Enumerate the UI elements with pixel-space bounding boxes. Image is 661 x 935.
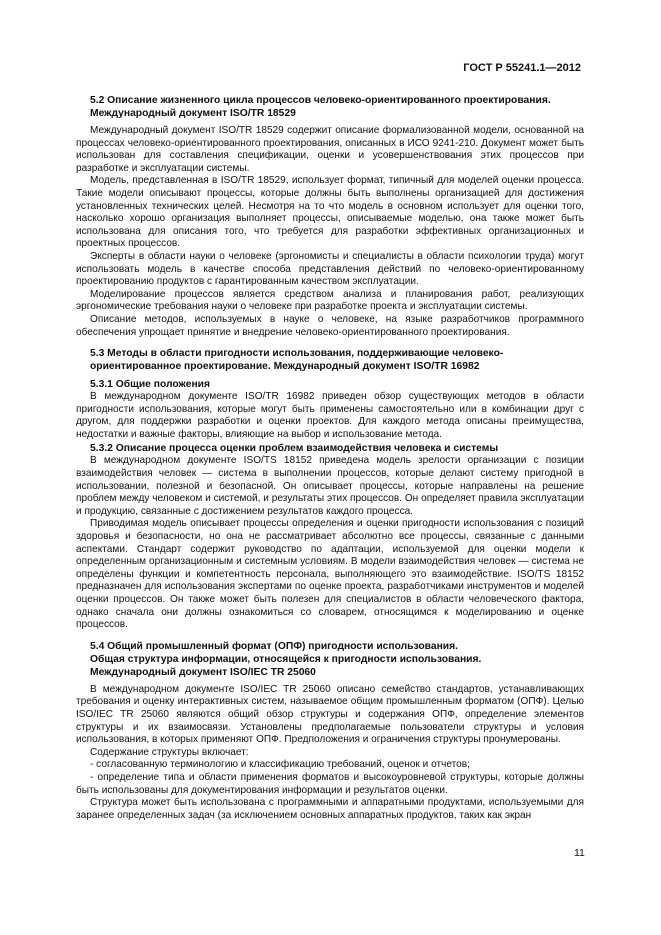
paragraph: Приводимая модель описывает процессы определения и оценки пригодности использования с позиций здоровья и безопасности, но она не рассматривает абсолютно все процессы, связанные с данными аспектами. Стандарт содержит руководство по адаптации, используемой для оценки модели к определенным организационным и системным условиям. В модели взаимодействия человек — система не определены функции и компетентность персонала, выполняющего это взаимодействие. ISO/TS 18152 предназначен для использования экспертами по оценке проекта, разработчиками инструментов и моделей оценки процессов. Он также может быть полезен для специалистов в области человеческого фактора, однако сначала они должны ознакомиться со словарем, относящимся к моделированию и оценке процессов. bbox=[76, 518, 584, 631]
paragraph: Моделирование процессов является средством анализа и планирования работ, реализующих эргономические требования науки о человеке при разработке проекта и эксплуатации системы. bbox=[76, 288, 584, 313]
section-5-4-heading bbox=[76, 640, 584, 679]
paragraph: Описание методов, используемых в науке о человеке, на языке разработчиков программного обеспечения упрощает принятие и внедрение человеко-ориентированного проектирования. bbox=[76, 313, 584, 338]
list-item: - определение типа и области применения форматов и высокоуровневой структуры, которые должны быть использованы для документирования информации и результатов оценки. bbox=[76, 771, 584, 796]
list-item: - согласованную терминологию и классификацию требований, оценок и отчетов; bbox=[90, 759, 470, 771]
paragraph: Содержание структуры включает: bbox=[90, 746, 249, 758]
section-5-3-2-heading: 5.3.2 Описание процесса оценки проблем взаимодействия человека и системы bbox=[90, 443, 499, 455]
paragraph: В международном документе ISO/IEC TR 25060 описано семейство стандартов, устанавливающих требования и оценку интерактивных систем, называемое общим промышленным форматом (ОПФ). Целью ISO/IEC TR 25060 являются общий обзор структуры и содержания ОПФ, определение элементов структуры и их взаимосвязи. Установлены предполагаемые пользователи структуры и условия использования, в которых применяют ОПФ. Предположения и ограничения структуры пронумерованы. bbox=[76, 683, 584, 746]
section-5-4-heading-line: 5.4 Общий промышленный формат (ОПФ) пригодности использования. bbox=[90, 640, 458, 652]
section-5-2-heading: 5.2 Описание жизненного цикла процессов человеко-ориентированного проектирования. Международный документ ISO/TR 18529 bbox=[90, 95, 551, 119]
paragraph: Модель, представленная в ISO/TR 18529, использует формат, типичный для моделей оценки процесса. Такие модели описывают процессы, которые должны быть выполнены организацией для достижения установленных технических целей. Несмотря на то что модель в основном использует для оценки того, насколько хорошо организация выполняет процессы, описываемые моделью, она также может быть использована для описания того, что требуется для разработки эффективных организационных и проектных процессов. bbox=[76, 175, 584, 250]
section-5-4-heading-line: Международный документ ISO/IEC TR 25060 bbox=[90, 666, 316, 678]
document-header: ГОСТ Р 55241.1—2012 bbox=[463, 62, 581, 74]
section-5-3-1-heading: 5.3.1 Общие положения bbox=[90, 379, 210, 391]
section-5-3-heading: 5.3 Методы в области пригодности использования, поддерживающие человеко-ориентированное проектирование. Международный документ ISO/TR 16982 bbox=[90, 348, 504, 373]
paragraph: Эксперты в области науки о человеке (эргономисты и специалисты в области психологии труда) могут использовать модель в качестве способа представления действий по человеко-ориентированному проектированию продуктов с гарантированным качеством эксплуатации. bbox=[76, 250, 584, 288]
paragraph: В международном документе ISO/TR 16982 приведен обзор существующих методов в области пригодности использования, которые могут быть применены самостоятельно или в комбинации друг с другом, для поддержки разработки и оценки проектов. Для каждого метода описаны преимущества, недостатки и важные факторы, влияющие на выбор и использование метода. bbox=[76, 391, 584, 440]
section-5-4-heading-line: Общая структура информации, относящейся к пригодности использования. bbox=[90, 653, 482, 665]
paragraph: В международном документе ISO/TS 18152 приведена модель зрелости организации с позиции взаимодействия человек — система в выполнении процессов, которые делают систему пригодной в использовании, полезной и безопасной. Он описывает процессы, которые направлены на решение проблем между человеком и системой, и результаты этих процессов. Он определяет правила эксплуатации и продукцию, связанные с достижением результатов каждого процесса. bbox=[76, 455, 584, 517]
page-number: 11 bbox=[574, 847, 585, 859]
page-content bbox=[76, 94, 584, 822]
paragraph: Международный документ ISO/TR 18529 содержит описание формализованной модели, основанной на процессах человеко-ориентированного проектирования, описанных в ИСО 9241-210. Документ может быть использован для составления спецификации, оценки и усовершенствования этих процессов при разработке и эксплуатации системы. bbox=[76, 125, 584, 174]
paragraph: Структура может быть использована с программными и аппаратными продуктами, используемыми для заранее определенных задач (за исключением основных аппаратных продуктов, таких как экран bbox=[76, 797, 584, 821]
